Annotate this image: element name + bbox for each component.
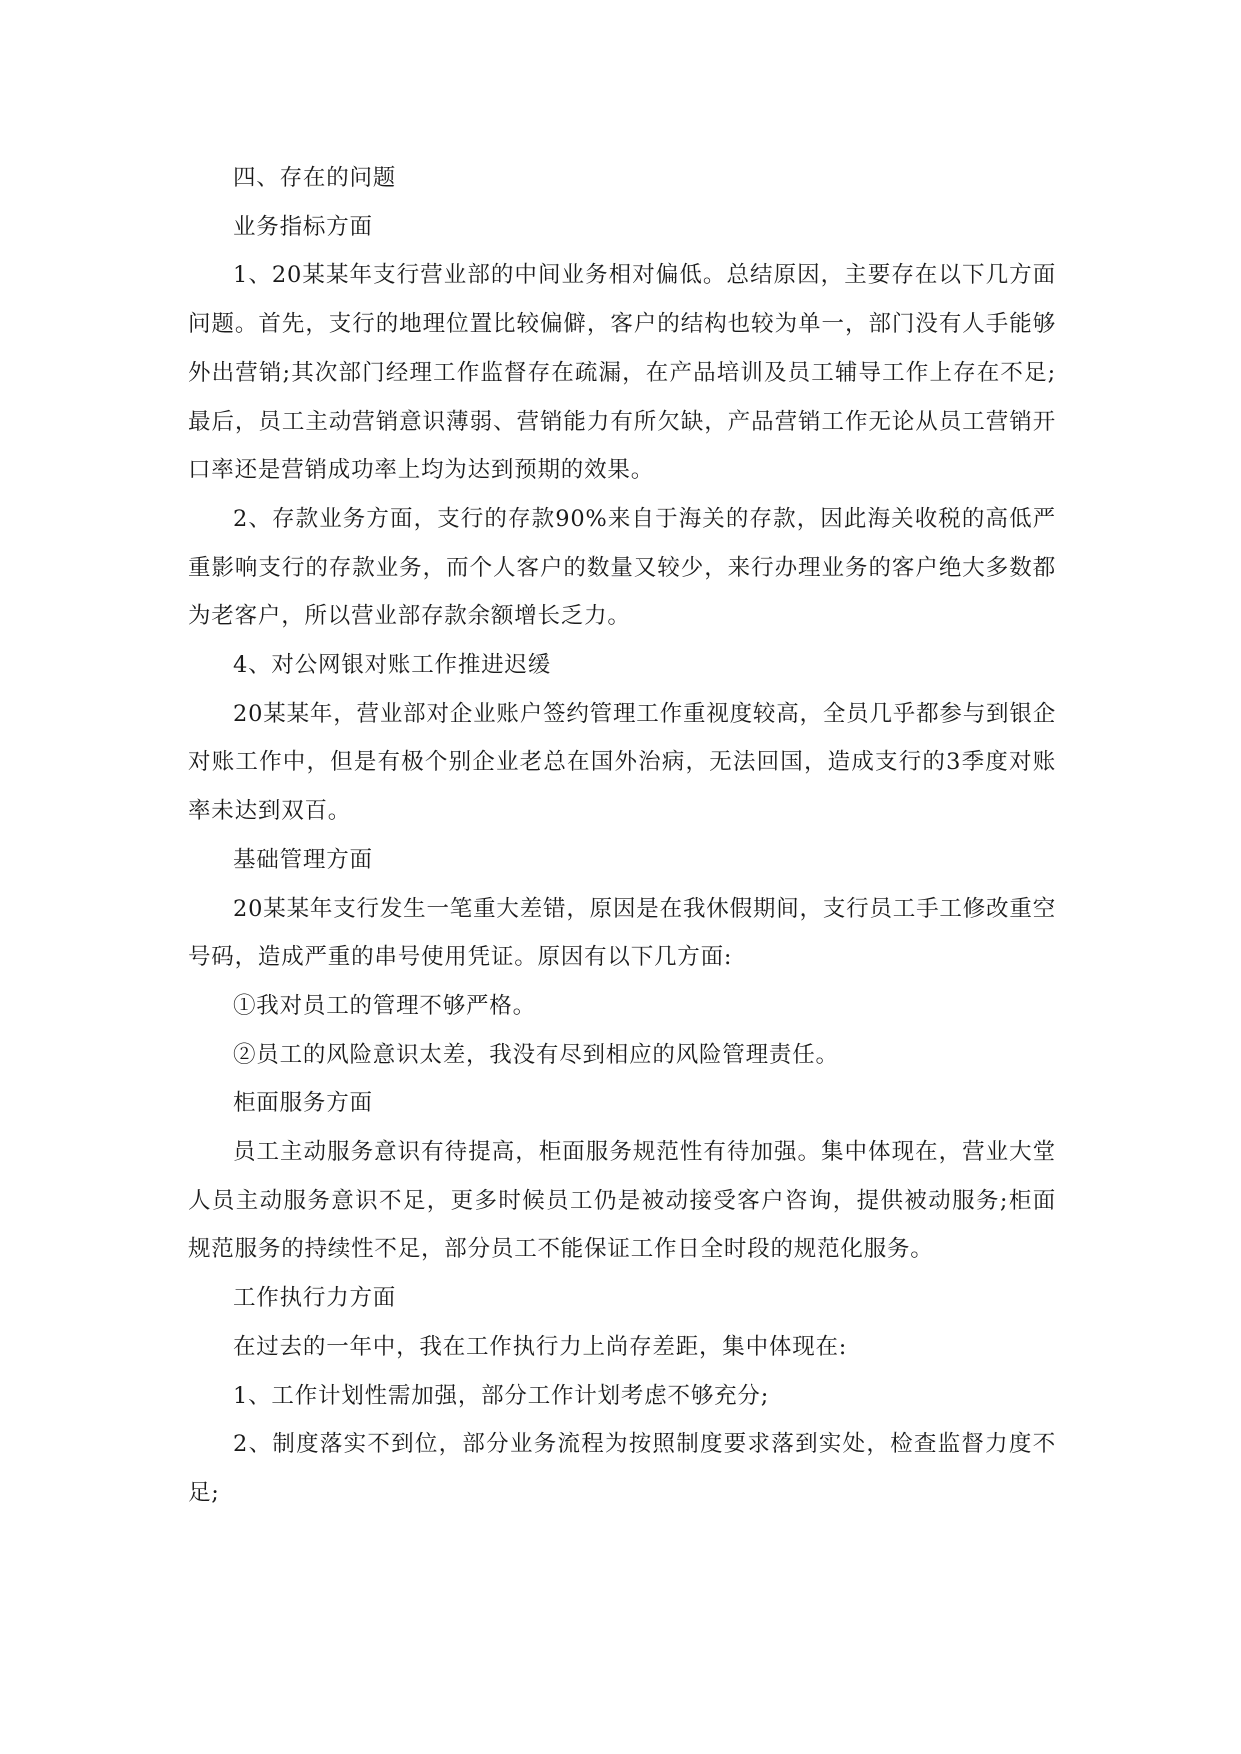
paragraph-intermediate-business: 1、20某某年支行营业部的中间业务相对偏低。总结原因，主要存在以下几方面问题。首先，支行的地理位置比较偏僻，客户的结构也较为单一，部门没有人手能够外出营销;其次部门经理工作监督存在疏漏，在产品培训及员工辅导工作上存在不足;最后，员工主动营销意识薄弱、营销能力有所欠缺，产品营销工作无论从员工营销开口率还是营销成功率上均为达到预期的效果。 [188, 262, 1056, 484]
list-item-execution-2: 2、制度落实不到位，部分业务流程为按照制度要求落到实处，检查监督力度不足; [188, 1431, 1056, 1506]
list-item-reason-1: ①我对员工的管理不够严格。 [233, 992, 536, 1019]
section-heading-problems: 四、存在的问题 [233, 165, 397, 191]
paragraph-reconciliation: 20某某年，营业部对企业账户签约管理工作重视度较高，全员几乎都参与到银企对账工作中，但是有极个别企业老总在国外治病，无法回国，造成支行的3季度对账率未达到双百。 [188, 700, 1056, 825]
subheading-online-banking: 4、对公网银对账工作推进迟缓 [233, 652, 552, 679]
subheading-execution: 工作执行力方面 [233, 1285, 397, 1312]
subheading-basic-management: 基础管理方面 [233, 846, 373, 873]
list-item-execution-1: 1、工作计划性需加强，部分工作计划考虑不够充分; [233, 1382, 770, 1409]
list-item-reason-2: ②员工的风险意识太差，我没有尽到相应的风险管理责任。 [233, 1041, 839, 1068]
paragraph-deposit-business: 2、存款业务方面，支行的存款90%来自于海关的存款，因此海关收税的高低严重影响支行的存款业务，而个人客户的数量又较少，来行办理业务的客户绝大多数都为老客户，所以营业部存款余额增长乏力。 [188, 505, 1056, 630]
paragraph-major-error: 20某某年支行发生一笔重大差错，原因是在我休假期间，支行员工手工修改重空号码，造成严重的串号使用凭证。原因有以下几方面: [188, 895, 1056, 971]
subheading-counter-service: 柜面服务方面 [233, 1090, 373, 1117]
paragraph-service-awareness: 员工主动服务意识有待提高，柜面服务规范性有待加强。集中体现在，营业大堂人员主动服务意识不足，更多时候员工仍是被动接受客户咨询，提供被动服务;柜面规范服务的持续性不足，部分员工不能保证工作日全时段的规范化服务。 [188, 1139, 1056, 1263]
document-body [188, 154, 1056, 1518]
paragraph-execution-intro: 在过去的一年中，我在工作执行力上尚存差距，集中体现在: [233, 1333, 848, 1360]
subheading-business-indicators: 业务指标方面 [233, 213, 373, 240]
